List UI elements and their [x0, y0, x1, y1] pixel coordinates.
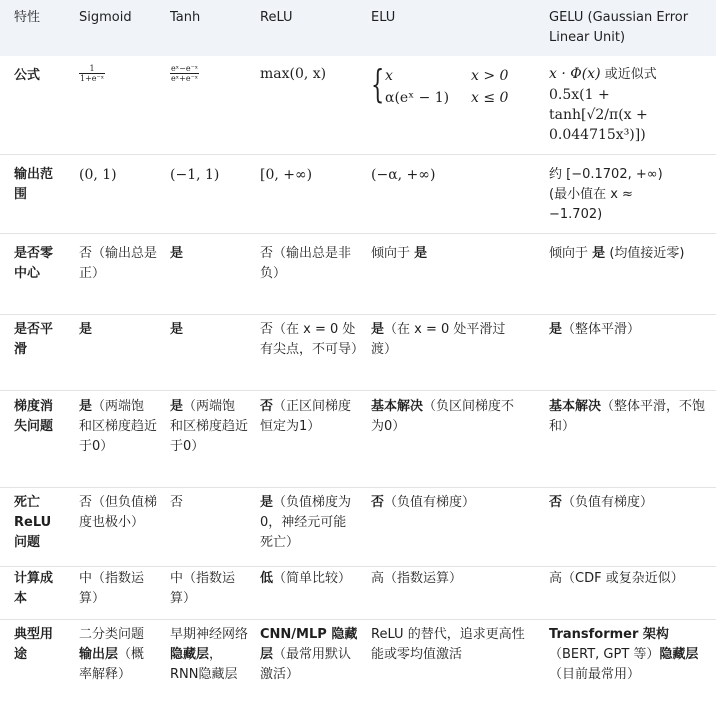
- table-row-smooth: [0, 315, 716, 390]
- sigmoid-formula: $\frac{1}{\text{1+e⁻ˣ}}$: [80, 64, 105, 83]
- header-tanh: Tanh: [170, 10, 201, 25]
- elu-smooth: 是（在 x = 0 处平滑过渡）: [371, 322, 506, 357]
- table-row-cost: [0, 567, 716, 619]
- table-row-range: [0, 155, 716, 233]
- gelu-smooth: 是（整体平滑）: [549, 322, 641, 337]
- header-elu: ELU: [371, 10, 396, 25]
- tanh-usage: 早期神经网络隐藏层，RNN隐藏层: [170, 627, 249, 682]
- relu-formula: max(0, x): [260, 66, 327, 82]
- table-header-row: [0, 0, 716, 56]
- table-row-vanishing-gradient: [0, 391, 716, 487]
- tanh-cost: 中（指数运算）: [170, 571, 236, 606]
- tanh-formula: $\frac{\text{eˣ−e⁻ˣ}}{\text{eˣ+e⁻ˣ}}$: [171, 64, 199, 83]
- sigmoid-range: (0, 1): [79, 167, 117, 183]
- elu-range: (−α, +∞): [371, 167, 436, 183]
- tanh-smooth: 是: [170, 322, 184, 337]
- gelu-usage: Transformer 架构（BERT, GPT 等）隐藏层（目前最常用）: [549, 627, 699, 682]
- sigmoid-usage: 二分类问题输出层（概率解释）: [79, 627, 145, 682]
- elu-dead-relu: 否（负值有梯度）: [371, 495, 476, 510]
- header-gelu: GELU (Gaussian Error Linear Unit): [549, 10, 689, 45]
- sigmoid-dead-relu: 否（但负值梯度也极小）: [79, 495, 158, 530]
- row-label-zero-centered: 是否零中心: [14, 246, 54, 281]
- header-relu: ReLU: [260, 10, 293, 25]
- table-row-zero-centered: [0, 234, 716, 314]
- tanh-dead-relu: 否: [170, 495, 184, 510]
- relu-usage: CNN/MLP 隐藏层（最常用默认激活）: [260, 627, 358, 682]
- tanh-zero-centered: 是: [170, 246, 184, 261]
- sigmoid-smooth: 是: [79, 322, 93, 337]
- table-row-formula: [0, 56, 716, 154]
- elu-formula: { x x > 0 α(eˣ − 1) x ≤ 0: [371, 62, 509, 106]
- gelu-formula: x · Φ(x) 或近似式 0.5x(1 + tanh[√2/π(x + 0.044715x³)]): [549, 66, 657, 143]
- gelu-vanishing: 基本解决（整体平滑，不饱和）: [549, 399, 706, 434]
- relu-range: [0, +∞): [260, 167, 313, 183]
- elu-vanishing: 基本解决（负区间梯度不为0）: [371, 399, 515, 434]
- sigmoid-zero-centered: 否（输出总是正）: [79, 246, 158, 281]
- tanh-vanishing: 是（两端饱和区梯度趋近于0）: [170, 399, 249, 454]
- elu-cost: 高（指数运算）: [371, 571, 463, 586]
- relu-cost: 低（简单比较）: [260, 571, 352, 586]
- table-row-usage: [0, 620, 716, 718]
- row-label-range: 输出范围: [14, 167, 54, 202]
- sigmoid-vanishing: 是（两端饱和区梯度趋近于0）: [79, 399, 158, 454]
- tanh-range: (−1, 1): [170, 167, 220, 183]
- gelu-zero-centered: 倾向于 是 (均值接近零): [549, 246, 685, 261]
- row-label-vanishing: 梯度消失问题: [14, 399, 54, 434]
- relu-vanishing: 否（正区间梯度恒定为1）: [260, 399, 352, 434]
- elu-usage: ReLU 的替代，追求更高性能或零均值激活: [371, 627, 525, 662]
- row-label-formula: 公式: [14, 68, 41, 83]
- relu-dead-relu: 是（负值梯度为0，神经元可能死亡）: [260, 495, 352, 550]
- gelu-cost: 高（CDF 或复杂近似）: [549, 571, 684, 586]
- header-feature: 特性: [14, 10, 41, 25]
- elu-zero-centered: 倾向于 是: [371, 246, 428, 261]
- row-label-usage: 典型用途: [14, 627, 54, 662]
- gelu-range: 约 [−0.1702, +∞) (最小值在 x ≈ −1.702): [549, 167, 663, 222]
- sigmoid-cost: 中（指数运算）: [79, 571, 145, 606]
- table-row-dead-relu: [0, 488, 716, 566]
- header-sigmoid: Sigmoid: [79, 10, 132, 25]
- row-label-dead-relu: 死亡ReLU问题: [14, 495, 52, 550]
- row-label-cost: 计算成本: [14, 571, 54, 606]
- row-label-smooth: 是否平滑: [14, 322, 54, 357]
- relu-zero-centered: 否（输出总是非负）: [260, 246, 352, 281]
- gelu-dead-relu: 否（负值有梯度）: [549, 495, 654, 510]
- relu-smooth: 否（在 x = 0 处有尖点，不可导）: [260, 322, 365, 357]
